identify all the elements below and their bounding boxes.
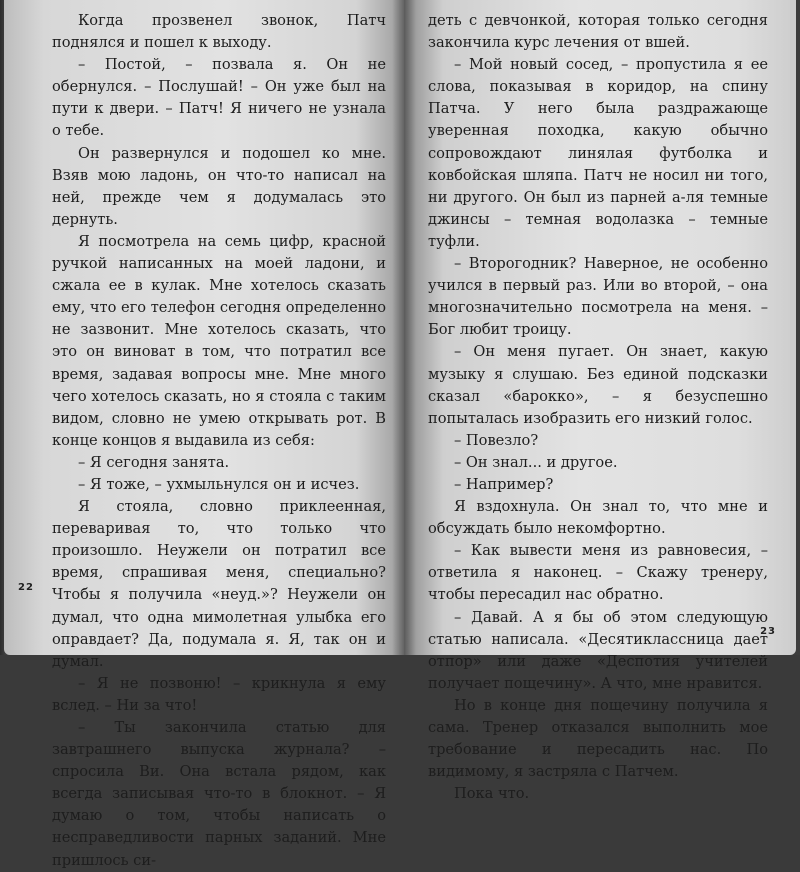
paragraph: – Он знал... и другое.	[454, 453, 618, 471]
left-page-text	[52, 10, 386, 872]
paragraph: Он развернулся и подошел ко мне. Взяв мою ладонь, он что-то написал на ней, прежде чем я додумалась это дернуть.	[52, 144, 386, 228]
paragraph: – Я сегодня занята.	[78, 453, 230, 471]
page-number-left: 22	[18, 582, 34, 593]
paragraph: – Повезло?	[454, 431, 539, 449]
paragraph: – Я тоже, – ухмыльнулся он и исчез.	[78, 475, 360, 493]
paragraph: – Я не позвоню! – крикнула я ему вслед. – Ни за что!	[52, 674, 386, 714]
paragraph: – Давай. А я бы об этом следующую статью написала. «Десятиклассница дает отпор» или даже «Деспотия учителей получает пощечину». А что, мне нравится.	[428, 608, 768, 692]
paragraph: Я стояла, словно приклеенная, переваривая то, что только что произошло. Неужели он потратил все время, спрашивая меня, специально? Чтобы я получила «неуд.»? Неужели он думал, что одна мимолетная улыбка его оправдает? Да, подумала я. Я, так он и думал.	[52, 498, 386, 670]
paragraph: – Мой новый сосед, – пропустила я ее слова, показывая в коридор, на спину Патча. У него была раздражающе уверенная походка, какую обычно сопровождают линялая футболка и ковбойская шляпа. Патч не носил ни того, ни другого. Он был из парней а-ля темные джинсы – темная водолазка – темные туфли.	[428, 56, 768, 250]
right-page	[404, 0, 796, 803]
paragraph: – Например?	[454, 475, 554, 493]
right-page-text	[428, 10, 768, 805]
paragraph: – Ты закончила статью для завтрашнего выпуска журнала? – спросила Ви. Она встала рядом, как всегда записывая что-то в блокнот. – Я думаю о том, чтобы написать о несправедливости парных заданий. Мне пришлось си-	[52, 719, 386, 869]
paragraph: Когда прозвенел звонок, Патч поднялся и пошел к выходу.	[52, 12, 386, 52]
page-number-right: 23	[760, 626, 776, 637]
paragraph: – Постой, – позвала я. Он не обернулся. – Послушай! – Он уже был на пути к двери. – Патч! Я ничего не узнала о тебе.	[52, 56, 386, 140]
left-page	[4, 0, 404, 869]
paragraph: деть с девчонкой, которая только сегодня закончила курс лечения от вшей.	[428, 12, 768, 52]
paragraph: Но в конце дня пощечину получила я сама. Тренер отказался выполнить мое требование и пересадить нас. По видимому, я застряла с Патчем.	[428, 696, 768, 781]
paragraph: Пока что.	[454, 785, 530, 803]
paragraph: – Как вывести меня из равновесия, – ответила я наконец. – Скажу тренеру, чтобы пересадил нас обратно.	[428, 542, 768, 604]
paragraph: – Он меня пугает. Он знает, какую музыку я слушаю. Без единой подсказки сказал «барокко», – я безуспешно попыталась изобразить его низкий голос.	[428, 343, 768, 427]
paragraph: Я вздохнула. Он знал то, что мне и обсуждать было некомфортно.	[428, 498, 768, 538]
paragraph: – Второгодник? Наверное, не особенно учился в первый раз. Или во второй, – она многозначительно посмотрела на меня. – Бог любит троицу.	[428, 255, 768, 339]
paragraph: Я посмотрела на семь цифр, красной ручкой написанных на моей ладони, и сжала ее в кулак. Мне хотелось сказать ему, что его телефон сегодня определенно не зазвонит. Мне хотелось сказать, что это он виноват в том, что потратил все время, задавая вопросы мне. Мне много чего хотелось сказать, но я стояла с таким видом, словно не умею открывать рот. В конце концов я выдавила из себя:	[52, 232, 386, 449]
